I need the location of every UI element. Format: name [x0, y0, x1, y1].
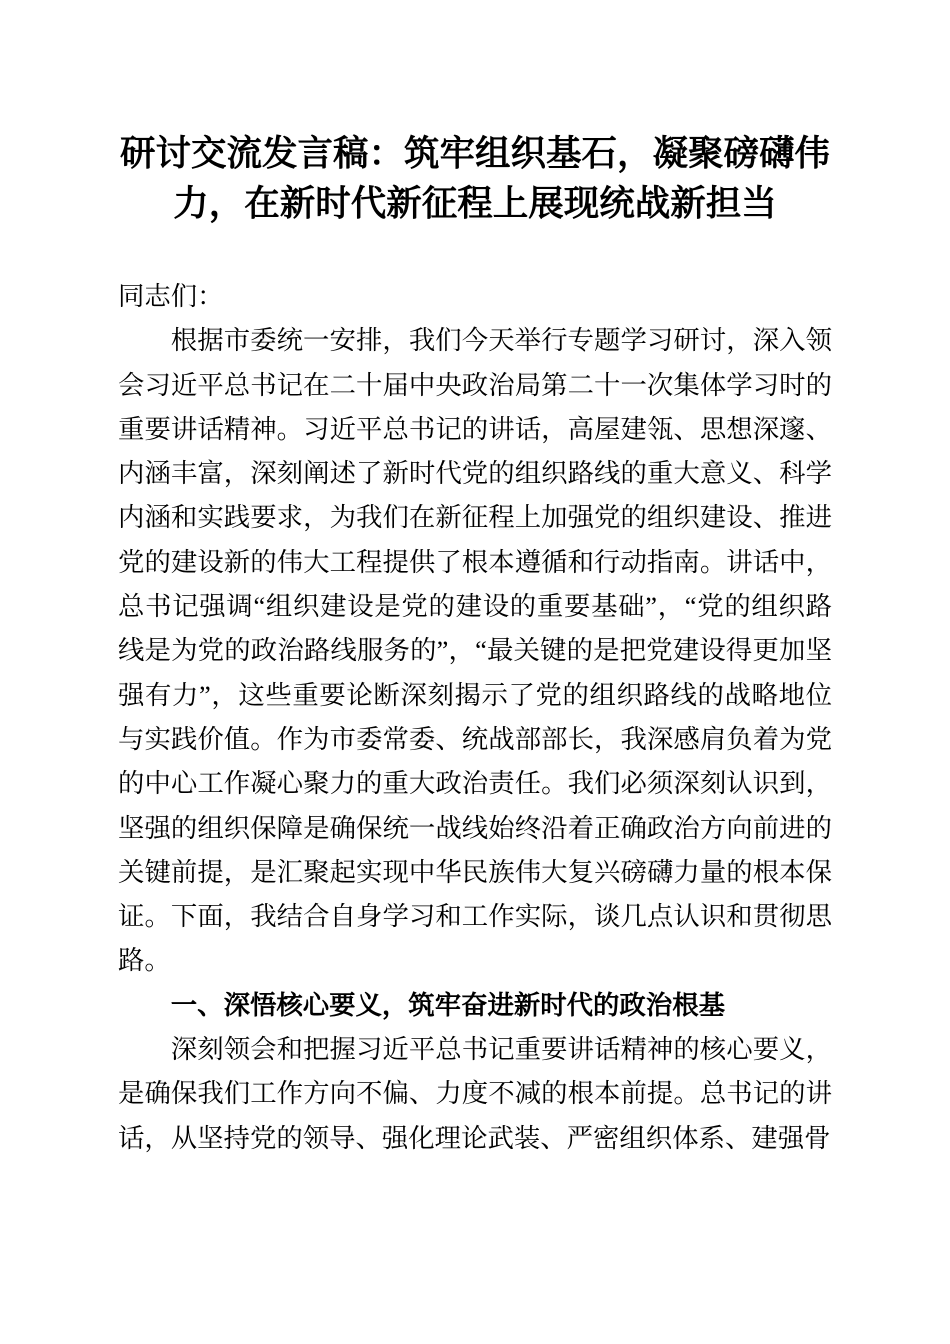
salutation: 同志们：	[118, 281, 224, 311]
paragraph: 根据市委统一安排，我们今天举行专题学习研讨，深入领会习近平总书记在二十届中央政治局第二十一次集体学习时的重要讲话精神。习近平总书记的讲话，高屋建瓴、思想深邃、内涵丰富，深刻阐述了新时代党的组织路线的重大意义、科学内涵和实践要求，为我们在新征程上加强党的组织建设、推进党的建设新的伟大工程提供了根本遵循和行动指南。讲话中，总书记强调“组织建设是党的建设的重要基础”，“党的组织路线是为党的政治路线服务的”，“最关键的是把党建设得更加坚强有力”，这些重要论断深刻揭示了党的组织路线的战略地位与实践价值。作为市委常委、统战部部长，我深感肩负着为党的中心工作凝心聚力的重大政治责任。我们必须深刻认识到，坚强的组织保障是确保统一战线始终沿着正确政治方向前进的关键前提，是汇聚起实现中华民族伟大复兴磅礴力量的根本保证。下面，我结合自身学习和工作实际，谈几点认识和贯彻思路。	[118, 325, 832, 976]
paragraph: 深刻领会和把握习近平总书记重要讲话精神的核心要义，是确保我们工作方向不偏、力度不减的根本前提。总书记的讲话，从坚持党的领导、强化理论武装、严密组织体系、建强骨	[118, 1034, 832, 1153]
document-title: 研讨交流发言稿：筑牢组织基石，凝聚磅礴伟力，在新时代新征程上展现统战新担当	[119, 133, 830, 223]
section-heading: 一、深悟核心要义，筑牢奋进新时代的政治根基	[170, 989, 725, 1020]
